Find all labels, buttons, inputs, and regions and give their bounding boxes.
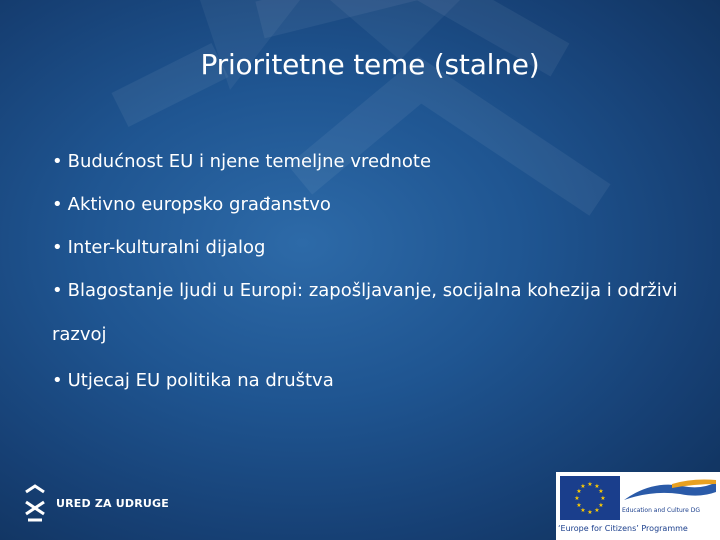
svg-text:★: ★: [574, 495, 580, 502]
svg-text:★: ★: [600, 495, 606, 502]
bullet-item: [52, 269, 702, 357]
bullet-item: [52, 236, 702, 259]
svg-text:★: ★: [594, 507, 600, 514]
ured-za-udruge-text: URED ZA UDRUGE: [56, 496, 170, 510]
education-culture-swoosh-icon: [622, 478, 718, 504]
europe-for-citizens-logo: [556, 472, 720, 540]
bullet-marker: •: [52, 237, 63, 258]
bullet-item: [52, 193, 702, 216]
bullet-list: [52, 150, 702, 412]
svg-text:★: ★: [576, 502, 582, 509]
europe-for-citizens-programme-text: ‘Europe for Citizens’ Programme: [558, 524, 688, 533]
svg-text:★: ★: [576, 488, 582, 495]
svg-text:★: ★: [598, 488, 604, 495]
bullet-item: [52, 150, 702, 173]
eu-flag-icon: [560, 476, 620, 520]
bullet-text: Budućnost EU i njene temeljne vrednote: [67, 151, 432, 172]
svg-text:★: ★: [594, 483, 600, 490]
svg-text:★: ★: [587, 509, 593, 516]
ured-emblem-icon: [22, 484, 48, 522]
svg-text:★: ★: [598, 502, 604, 509]
bullet-marker: •: [52, 194, 63, 215]
bullet-text: Inter-kulturalni dijalog: [67, 237, 266, 258]
ured-za-udruge-logo: [22, 484, 169, 522]
svg-text:★: ★: [580, 507, 586, 514]
education-culture-dg-text: Education and Culture DG: [622, 507, 700, 514]
bullet-marker: •: [52, 370, 63, 391]
svg-text:★: ★: [580, 483, 586, 490]
bullet-text: Utjecaj EU politika na društva: [67, 370, 334, 391]
svg-text:★: ★: [587, 481, 593, 488]
bullet-text: Blagostanje ljudi u Europi: zapošljavanje, socijalna kohezija i održivi razvoj: [52, 280, 678, 345]
bullet-marker: •: [52, 151, 63, 172]
slide-title: Prioritetne teme (stalne): [200, 48, 540, 81]
bullet-marker: •: [52, 280, 63, 301]
bullet-item: [52, 369, 702, 392]
bullet-text: Aktivno europsko građanstvo: [67, 194, 331, 215]
